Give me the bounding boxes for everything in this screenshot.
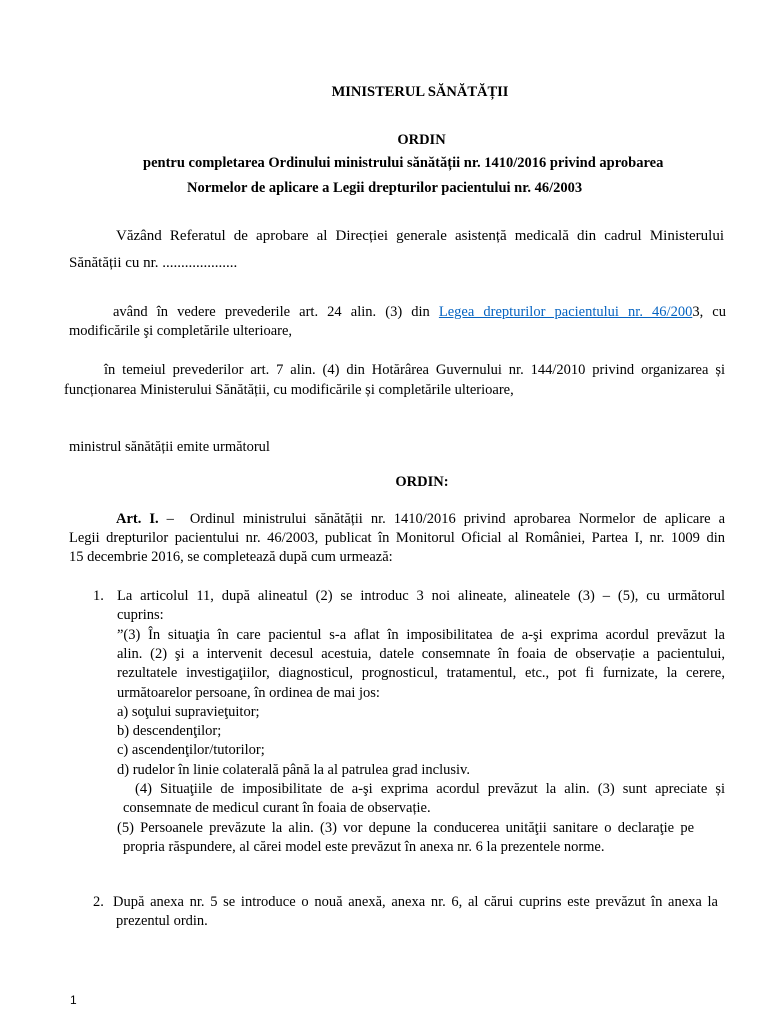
- order-heading: ORDIN:: [395, 474, 449, 490]
- list-item-1-sub-a: a) soţului supravieţuitor;: [117, 704, 260, 720]
- list-item-1-sub-d: d) rudelor în linie colaterală până la al patrulea grad inclusiv.: [117, 762, 470, 778]
- list-item-1-sub-b: b) descendenţilor;: [117, 723, 222, 739]
- order-title: ORDIN: [397, 132, 446, 148]
- list-item-1-line9: (5) Persoanele prevăzute la alin. (3) vor depune la conducerea unităţii sanitare o declaraţie pe: [117, 820, 694, 836]
- list-item-1-number: 1.: [93, 588, 104, 604]
- ministry-title: MINISTERUL SĂNĂTĂȚII: [331, 84, 509, 100]
- page-number: 1: [70, 993, 77, 1007]
- preamble-p1-line1: Văzând Referatul de aprobare al Direcției generale asistență medicală din cadrul Ministerului: [116, 228, 724, 244]
- list-item-1-line7: (4) Situaţiile de imposibilitate de a-şi exprima acordul prevăzut la alin. (3) sunt apreciate și: [135, 781, 725, 797]
- list-item-2-line2: prezentul ordin.: [116, 913, 208, 929]
- list-item-1-line2: cuprins:: [117, 607, 164, 623]
- law-link[interactable]: Legea drepturilor pacientului nr. 46/200: [438, 304, 693, 320]
- subtitle-line-2: Normelor de aplicare a Legii drepturilor pacientului nr. 46/2003: [187, 180, 583, 196]
- list-item-2-line1: După anexa nr. 5 se introduce o nouă anexă, anexa nr. 6, al cărui cuprins este prevăzut în anexa la: [113, 894, 718, 910]
- list-item-1-line1: La articolul 11, după alineatul (2) se introduc 3 noi alineate, alineatele (3) – (5), cu următorul: [117, 588, 725, 604]
- subtitle-line-1: pentru completarea Ordinului ministrului sănătății nr. 1410/2016 privind aprobarea: [143, 155, 664, 171]
- article-1-line2: Legii drepturilor pacientului nr. 46/2003, publicat în Monitorul Oficial al României, Partea I, nr. 1009 din: [69, 530, 725, 546]
- preamble-p4: ministrul sănătății emite următorul: [69, 439, 270, 455]
- preamble-p2-line2: modificările şi completările ulterioare,: [69, 323, 293, 339]
- list-item-1-line10: propria răspundere, al cărei model este prevăzut în anexa nr. 6 la prezentele norme.: [123, 839, 605, 855]
- preamble-p2-line1: [113, 304, 726, 321]
- list-item-1-line6: următoarelor persoane, în ordinea de mai jos:: [117, 685, 380, 701]
- list-item-1-line3: ”(3) În situaţia în care pacientul s-a aflat în imposibilitatea de a-şi exprima acordul prevăzut la: [117, 627, 725, 643]
- article-1-line3: 15 decembrie 2016, se completează după cum urmează:: [69, 549, 393, 565]
- article-1-dash: –: [158, 511, 182, 527]
- list-item-1-line8: consemnate de medicul curant în foaia de observație.: [123, 800, 431, 816]
- list-item-2-number: 2.: [93, 894, 104, 910]
- article-1-text: Ordinul ministrului sănătății nr. 1410/2016 privind aprobarea Normelor de aplicare a: [189, 511, 726, 527]
- preamble-p1-line2: Sănătății cu nr. ....................: [69, 255, 238, 271]
- preamble-p3-line1: în temeiul prevederilor art. 7 alin. (4) din Hotărârea Guvernului nr. 144/2010 privind organizarea și: [104, 362, 725, 378]
- list-item-1-line5: rezultatele investigaţiilor, diagnosticul, prognosticul, tratamentul, etc., pot fi furnizate, la cerere,: [117, 665, 725, 681]
- article-1-line1: [116, 511, 725, 528]
- preamble-p3-line2: funcționarea Ministerului Sănătății, cu modificările și completările ulterioare,: [64, 382, 514, 398]
- preamble-p2-suffix: 3, cu: [692, 304, 726, 320]
- list-item-1-sub-c: c) ascendenţilor/tutorilor;: [117, 742, 265, 758]
- preamble-p2-prefix: având în vedere prevederile art. 24 alin. (3) din: [113, 304, 439, 320]
- article-1-label: Art. I.: [116, 511, 159, 527]
- list-item-1-line4: alin. (2) şi a intervenit decesul acestuia, datele consemnate în foaia de observație a pacientului,: [117, 646, 725, 662]
